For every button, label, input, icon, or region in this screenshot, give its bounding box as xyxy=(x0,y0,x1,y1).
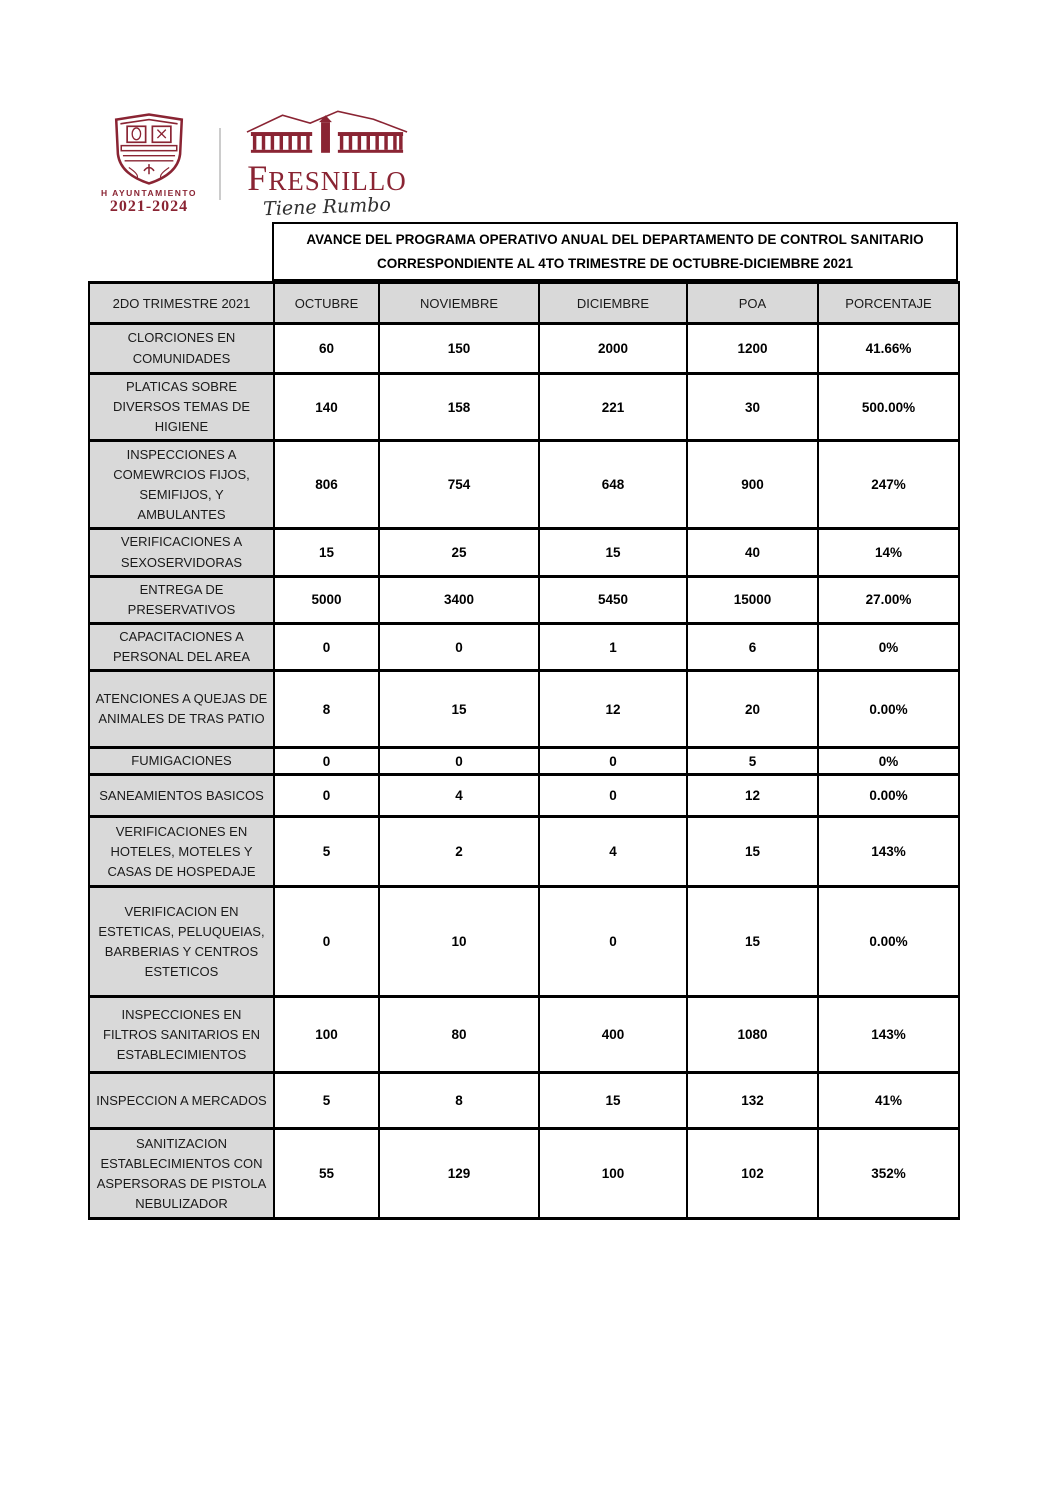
fresnillo-wordmark: FRESNILLO xyxy=(247,158,407,198)
row-label: CAPACITACIONES A PERSONAL DEL AREA xyxy=(89,623,274,670)
value-cell: 55 xyxy=(274,1129,379,1219)
value-cell: 100 xyxy=(539,1129,687,1219)
column-header-noviembre: NOVIEMBRE xyxy=(379,283,539,324)
table-header-row xyxy=(89,283,959,324)
value-cell: 0 xyxy=(274,887,379,997)
value-cell: 3400 xyxy=(379,576,539,623)
value-cell: 12 xyxy=(687,775,818,817)
ayuntamiento-crest-icon xyxy=(95,112,203,186)
value-cell: 5000 xyxy=(274,576,379,623)
row-label: SANEAMIENTOS BASICOS xyxy=(89,775,274,817)
table-row xyxy=(89,529,959,576)
value-cell: 247% xyxy=(818,441,959,529)
value-cell: 15 xyxy=(539,1073,687,1129)
row-label: PLATICAS SOBRE DIVERSOS TEMAS DE HIGIENE xyxy=(89,374,274,441)
column-header-diciembre: DICIEMBRE xyxy=(539,283,687,324)
value-cell: 4 xyxy=(379,775,539,817)
value-cell: 0 xyxy=(274,623,379,670)
fresnillo-tagline: Tiene Rumbo xyxy=(262,193,392,221)
value-cell: 102 xyxy=(687,1129,818,1219)
row-label: VERIFICACION EN ESTETICAS, PELUQUEIAS, BARBERIAS Y CENTROS ESTETICOS xyxy=(89,887,274,997)
value-cell: 0.00% xyxy=(818,775,959,817)
value-cell: 1 xyxy=(539,623,687,670)
value-cell: 8 xyxy=(379,1073,539,1129)
table-row xyxy=(89,817,959,887)
table-row xyxy=(89,997,959,1073)
row-label: CLORCIONES EN COMUNIDADES xyxy=(89,324,274,374)
value-cell: 806 xyxy=(274,441,379,529)
value-cell: 1200 xyxy=(687,324,818,374)
document-title-line2: CORRESPONDIENTE AL 4TO TRIMESTRE DE OCTUBRE-DICIEMBRE 2021 xyxy=(376,255,854,271)
value-cell: 30 xyxy=(687,374,818,441)
value-cell: 10 xyxy=(379,887,539,997)
value-cell: 1080 xyxy=(687,997,818,1073)
value-cell: 5 xyxy=(274,817,379,887)
value-cell: 0% xyxy=(818,748,959,775)
value-cell: 15000 xyxy=(687,576,818,623)
header-logo-block xyxy=(95,110,417,221)
value-cell: 60 xyxy=(274,324,379,374)
value-cell: 15 xyxy=(687,817,818,887)
value-cell: 648 xyxy=(539,441,687,529)
value-cell: 0 xyxy=(539,775,687,817)
value-cell: 500.00% xyxy=(818,374,959,441)
value-cell: 41% xyxy=(818,1073,959,1129)
table-row xyxy=(89,887,959,997)
value-cell: 0 xyxy=(274,775,379,817)
column-header-2do-trimestre-2021: 2DO TRIMESTRE 2021 xyxy=(89,283,274,324)
row-label: INSPECCIONES A COMEWRCIOS FIJOS, SEMIFIJOS, Y AMBULANTES xyxy=(89,441,274,529)
value-cell: 150 xyxy=(379,324,539,374)
value-cell: 2000 xyxy=(539,324,687,374)
column-header-octubre: OCTUBRE xyxy=(274,283,379,324)
document-title xyxy=(272,222,958,281)
aqueduct-icon xyxy=(237,110,417,162)
value-cell: 0 xyxy=(539,887,687,997)
row-label: VERIFICACIONES EN HOTELES, MOTELES Y CASAS DE HOSPEDAJE xyxy=(89,817,274,887)
table-row xyxy=(89,374,959,441)
value-cell: 80 xyxy=(379,997,539,1073)
logo-separator xyxy=(219,128,221,200)
crest-years: 2021-2024 xyxy=(109,198,189,215)
value-cell: 0 xyxy=(379,748,539,775)
value-cell: 2 xyxy=(379,817,539,887)
value-cell: 140 xyxy=(274,374,379,441)
value-cell: 143% xyxy=(818,997,959,1073)
ayuntamiento-crest xyxy=(95,112,203,216)
value-cell: 15 xyxy=(379,671,539,748)
row-label: ATENCIONES A QUEJAS DE ANIMALES DE TRAS PATIO xyxy=(89,671,274,748)
value-cell: 754 xyxy=(379,441,539,529)
crest-title: H AYUNTAMIENTO xyxy=(100,188,198,198)
value-cell: 14% xyxy=(818,529,959,576)
value-cell: 132 xyxy=(687,1073,818,1129)
value-cell: 129 xyxy=(379,1129,539,1219)
value-cell: 0% xyxy=(818,623,959,670)
value-cell: 400 xyxy=(539,997,687,1073)
value-cell: 4 xyxy=(539,817,687,887)
value-cell: 0 xyxy=(539,748,687,775)
value-cell: 143% xyxy=(818,817,959,887)
value-cell: 5 xyxy=(274,1073,379,1129)
value-cell: 15 xyxy=(687,887,818,997)
table-row xyxy=(89,324,959,374)
row-label: FUMIGACIONES xyxy=(89,748,274,775)
table-row xyxy=(89,748,959,775)
value-cell: 0.00% xyxy=(818,671,959,748)
value-cell: 27.00% xyxy=(818,576,959,623)
row-label: ENTREGA DE PRESERVATIVOS xyxy=(89,576,274,623)
value-cell: 900 xyxy=(687,441,818,529)
value-cell: 25 xyxy=(379,529,539,576)
value-cell: 40 xyxy=(687,529,818,576)
value-cell: 12 xyxy=(539,671,687,748)
value-cell: 158 xyxy=(379,374,539,441)
column-header-poa: POA xyxy=(687,283,818,324)
value-cell: 100 xyxy=(274,997,379,1073)
value-cell: 5 xyxy=(687,748,818,775)
value-cell: 6 xyxy=(687,623,818,670)
fresnillo-logo xyxy=(237,110,417,221)
table-row xyxy=(89,576,959,623)
value-cell: 0 xyxy=(379,623,539,670)
document-title-line1: AVANCE DEL PROGRAMA OPERATIVO ANUAL DEL DEPARTAMENTO DE CONTROL SANITARIO xyxy=(306,232,924,248)
row-label: VERIFICACIONES A SEXOSERVIDORAS xyxy=(89,529,274,576)
column-header-porcentaje: PORCENTAJE xyxy=(818,283,959,324)
value-cell: 221 xyxy=(539,374,687,441)
row-label: SANITIZACION ESTABLECIMIENTOS CON ASPERSORAS DE PISTOLA NEBULIZADOR xyxy=(89,1129,274,1219)
value-cell: 5450 xyxy=(539,576,687,623)
table-row xyxy=(89,441,959,529)
row-label: INSPECCION A MERCADOS xyxy=(89,1073,274,1129)
value-cell: 8 xyxy=(274,671,379,748)
value-cell: 0.00% xyxy=(818,887,959,997)
row-label: INSPECCIONES EN FILTROS SANITARIOS EN ESTABLECIMIENTOS xyxy=(89,997,274,1073)
report-table xyxy=(88,281,960,1220)
value-cell: 41.66% xyxy=(818,324,959,374)
table-row xyxy=(89,775,959,817)
value-cell: 352% xyxy=(818,1129,959,1219)
table-row xyxy=(89,1073,959,1129)
value-cell: 15 xyxy=(539,529,687,576)
table-row xyxy=(89,623,959,670)
value-cell: 15 xyxy=(274,529,379,576)
value-cell: 20 xyxy=(687,671,818,748)
table-row xyxy=(89,1129,959,1219)
table-row xyxy=(89,671,959,748)
value-cell: 0 xyxy=(274,748,379,775)
